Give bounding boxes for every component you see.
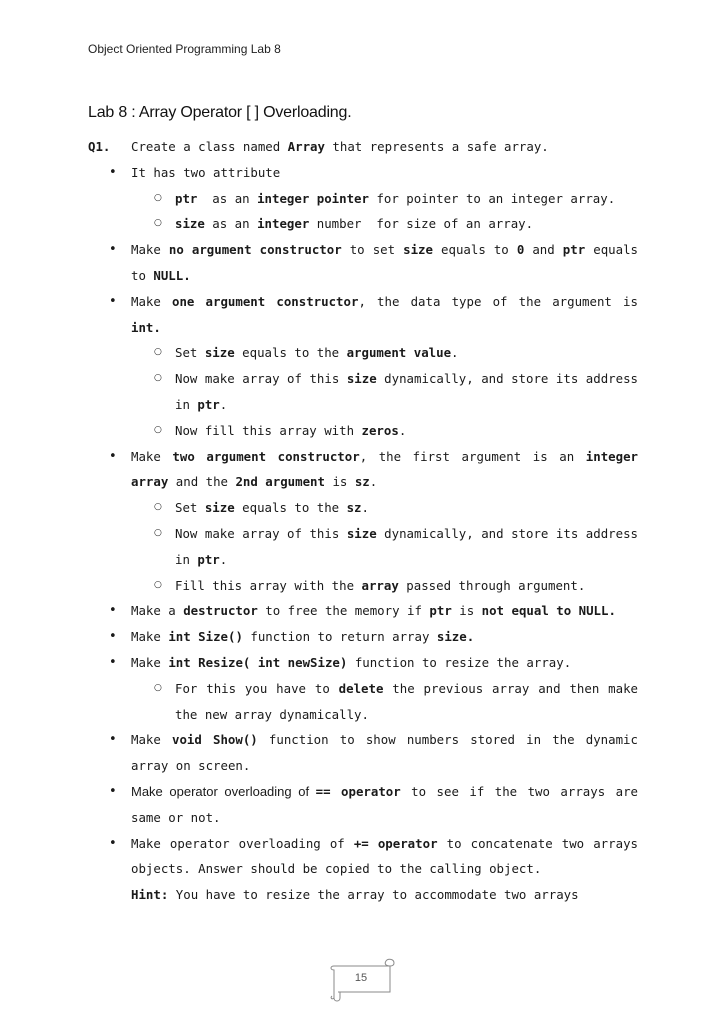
term: one argument constructor xyxy=(172,293,359,309)
term: integer array xyxy=(131,448,638,490)
bullet-no-arg-constructor xyxy=(88,237,638,289)
text: . xyxy=(361,500,369,516)
term: integer xyxy=(257,216,310,232)
text: to set xyxy=(341,242,404,258)
text: function to show numbers stored in the dynamic array on screen. xyxy=(131,732,638,774)
hint-label: Hint: xyxy=(131,887,169,903)
page-number-scroll xyxy=(328,956,398,1004)
text: to concatenate two arrays objects. Answer should be copied to the calling object. xyxy=(131,835,638,877)
bullet-equality-operator xyxy=(88,779,638,831)
text: . xyxy=(466,629,475,645)
term-ptr: ptr xyxy=(175,190,198,206)
text: . xyxy=(451,345,459,361)
text: Make a xyxy=(131,603,184,619)
term: not equal to NULL xyxy=(481,603,609,619)
term: 2nd argument xyxy=(235,474,325,490)
sub-bullet-make-array-2 xyxy=(88,521,638,573)
text: Make operator overloading of xyxy=(131,783,316,799)
sub-bullet-delete xyxy=(88,676,638,728)
text: , the first argument is an xyxy=(359,448,586,464)
text: Make xyxy=(131,732,172,748)
hint-line xyxy=(88,882,638,908)
bullet-plus-equals-operator xyxy=(88,831,638,883)
text: For this you have to xyxy=(175,680,339,696)
page-header: Object Oriented Programming Lab 8 xyxy=(88,42,281,56)
text: equals to xyxy=(131,242,638,283)
sub-bullet-set-size xyxy=(88,340,638,366)
text: Make xyxy=(131,654,169,670)
text: equals to xyxy=(432,242,517,258)
text: and the xyxy=(168,474,236,490)
bullet-attributes xyxy=(88,160,638,186)
text: is xyxy=(451,603,482,619)
bullet-destructor xyxy=(88,598,638,624)
text: the previous array and then make the new array dynamically. xyxy=(175,680,638,722)
term: array xyxy=(361,577,399,593)
sub-bullet-fill-array xyxy=(88,573,638,599)
text: function to resize the array. xyxy=(347,654,572,670)
text: Make xyxy=(131,448,173,464)
text: Now fill this array with xyxy=(175,422,362,438)
text: to free the memory if xyxy=(257,603,430,619)
text: Make xyxy=(131,629,169,645)
text: , the data type of the argument is xyxy=(358,293,638,309)
text: Set xyxy=(175,345,205,361)
text: as an xyxy=(204,216,258,232)
term: size xyxy=(204,500,235,516)
text: Make xyxy=(131,242,169,258)
term: int Resize( int newSize) xyxy=(168,654,348,670)
sub-bullet-fill-zeros xyxy=(88,418,638,444)
q1-text: Create a class named xyxy=(131,139,288,154)
text: and xyxy=(524,242,563,258)
term: ptr xyxy=(197,396,220,412)
sub-bullet-ptr xyxy=(88,186,638,212)
text: is xyxy=(324,474,355,490)
term: argument value xyxy=(346,345,452,361)
text: dynamically, and store its address in xyxy=(175,371,639,412)
text: . xyxy=(219,396,228,412)
term: ptr xyxy=(197,551,220,567)
term: two argument constructor xyxy=(172,448,360,464)
bullet-one-arg-constructor xyxy=(88,289,638,341)
term: size xyxy=(346,525,377,541)
text: Make operator overloading of xyxy=(131,835,354,851)
bullet-show-function xyxy=(88,727,638,779)
question-label: Q1. xyxy=(88,139,111,154)
text: Make xyxy=(131,293,172,309)
text: for pointer to an integer array. xyxy=(368,190,616,206)
text: equals to the xyxy=(234,345,347,361)
term: == operator xyxy=(315,783,401,799)
text: dynamically, and store its address in xyxy=(175,525,639,567)
sub-bullet-size xyxy=(88,211,638,237)
text: Set xyxy=(175,500,205,516)
term: int. xyxy=(131,319,161,335)
text: equals to the xyxy=(234,500,347,516)
term: sz xyxy=(346,500,362,516)
text: Now make array of this xyxy=(175,525,347,541)
bullet-text: It has two attribute xyxy=(131,164,281,180)
hint-text: You have to resize the array to accommodate two arrays xyxy=(168,887,579,903)
sub-bullet-make-array xyxy=(88,366,638,418)
q1-text-end: that represents a safe array. xyxy=(324,139,549,154)
term: sz xyxy=(354,474,370,490)
question-q1 xyxy=(88,134,638,160)
text: . xyxy=(369,474,378,490)
bullet-size-function xyxy=(88,624,638,650)
text: passed through argument. xyxy=(398,577,586,593)
term: delete xyxy=(338,680,384,696)
bullet-two-arg-constructor xyxy=(88,444,638,496)
term: no argument constructor xyxy=(168,242,342,258)
text: function to return array xyxy=(242,629,437,645)
text: to see if the two arrays are same or not. xyxy=(131,783,638,825)
class-name: Array xyxy=(287,139,325,154)
term: zeros xyxy=(361,422,399,438)
text: . xyxy=(608,603,616,619)
term: ptr xyxy=(429,603,452,619)
text: . xyxy=(219,551,228,567)
term: size xyxy=(346,371,377,387)
lab-title: Lab 8 : Array Operator [ ] Overloading. xyxy=(88,104,352,121)
term: += operator xyxy=(353,835,438,851)
term: 0 xyxy=(516,242,525,258)
text: Now make array of this xyxy=(175,371,347,387)
term: NULL. xyxy=(153,267,191,283)
sub-bullet-set-size-sz xyxy=(88,495,638,521)
term-size: size xyxy=(175,216,205,232)
term: destructor xyxy=(183,603,258,619)
text: as an xyxy=(197,190,258,206)
bullet-resize-function xyxy=(88,650,638,676)
text: . xyxy=(398,422,407,438)
lab-content xyxy=(88,134,638,908)
term: int Size() xyxy=(168,629,243,645)
term: size xyxy=(436,629,467,645)
text: number for size of an array. xyxy=(309,216,534,232)
term: ptr xyxy=(562,242,586,258)
term: integer pointer xyxy=(257,190,369,206)
text: Fill this array with the xyxy=(175,577,362,593)
term: size xyxy=(204,345,235,361)
page-number: 15 xyxy=(354,972,368,984)
term: void Show() xyxy=(172,732,258,748)
term: size xyxy=(403,242,433,258)
